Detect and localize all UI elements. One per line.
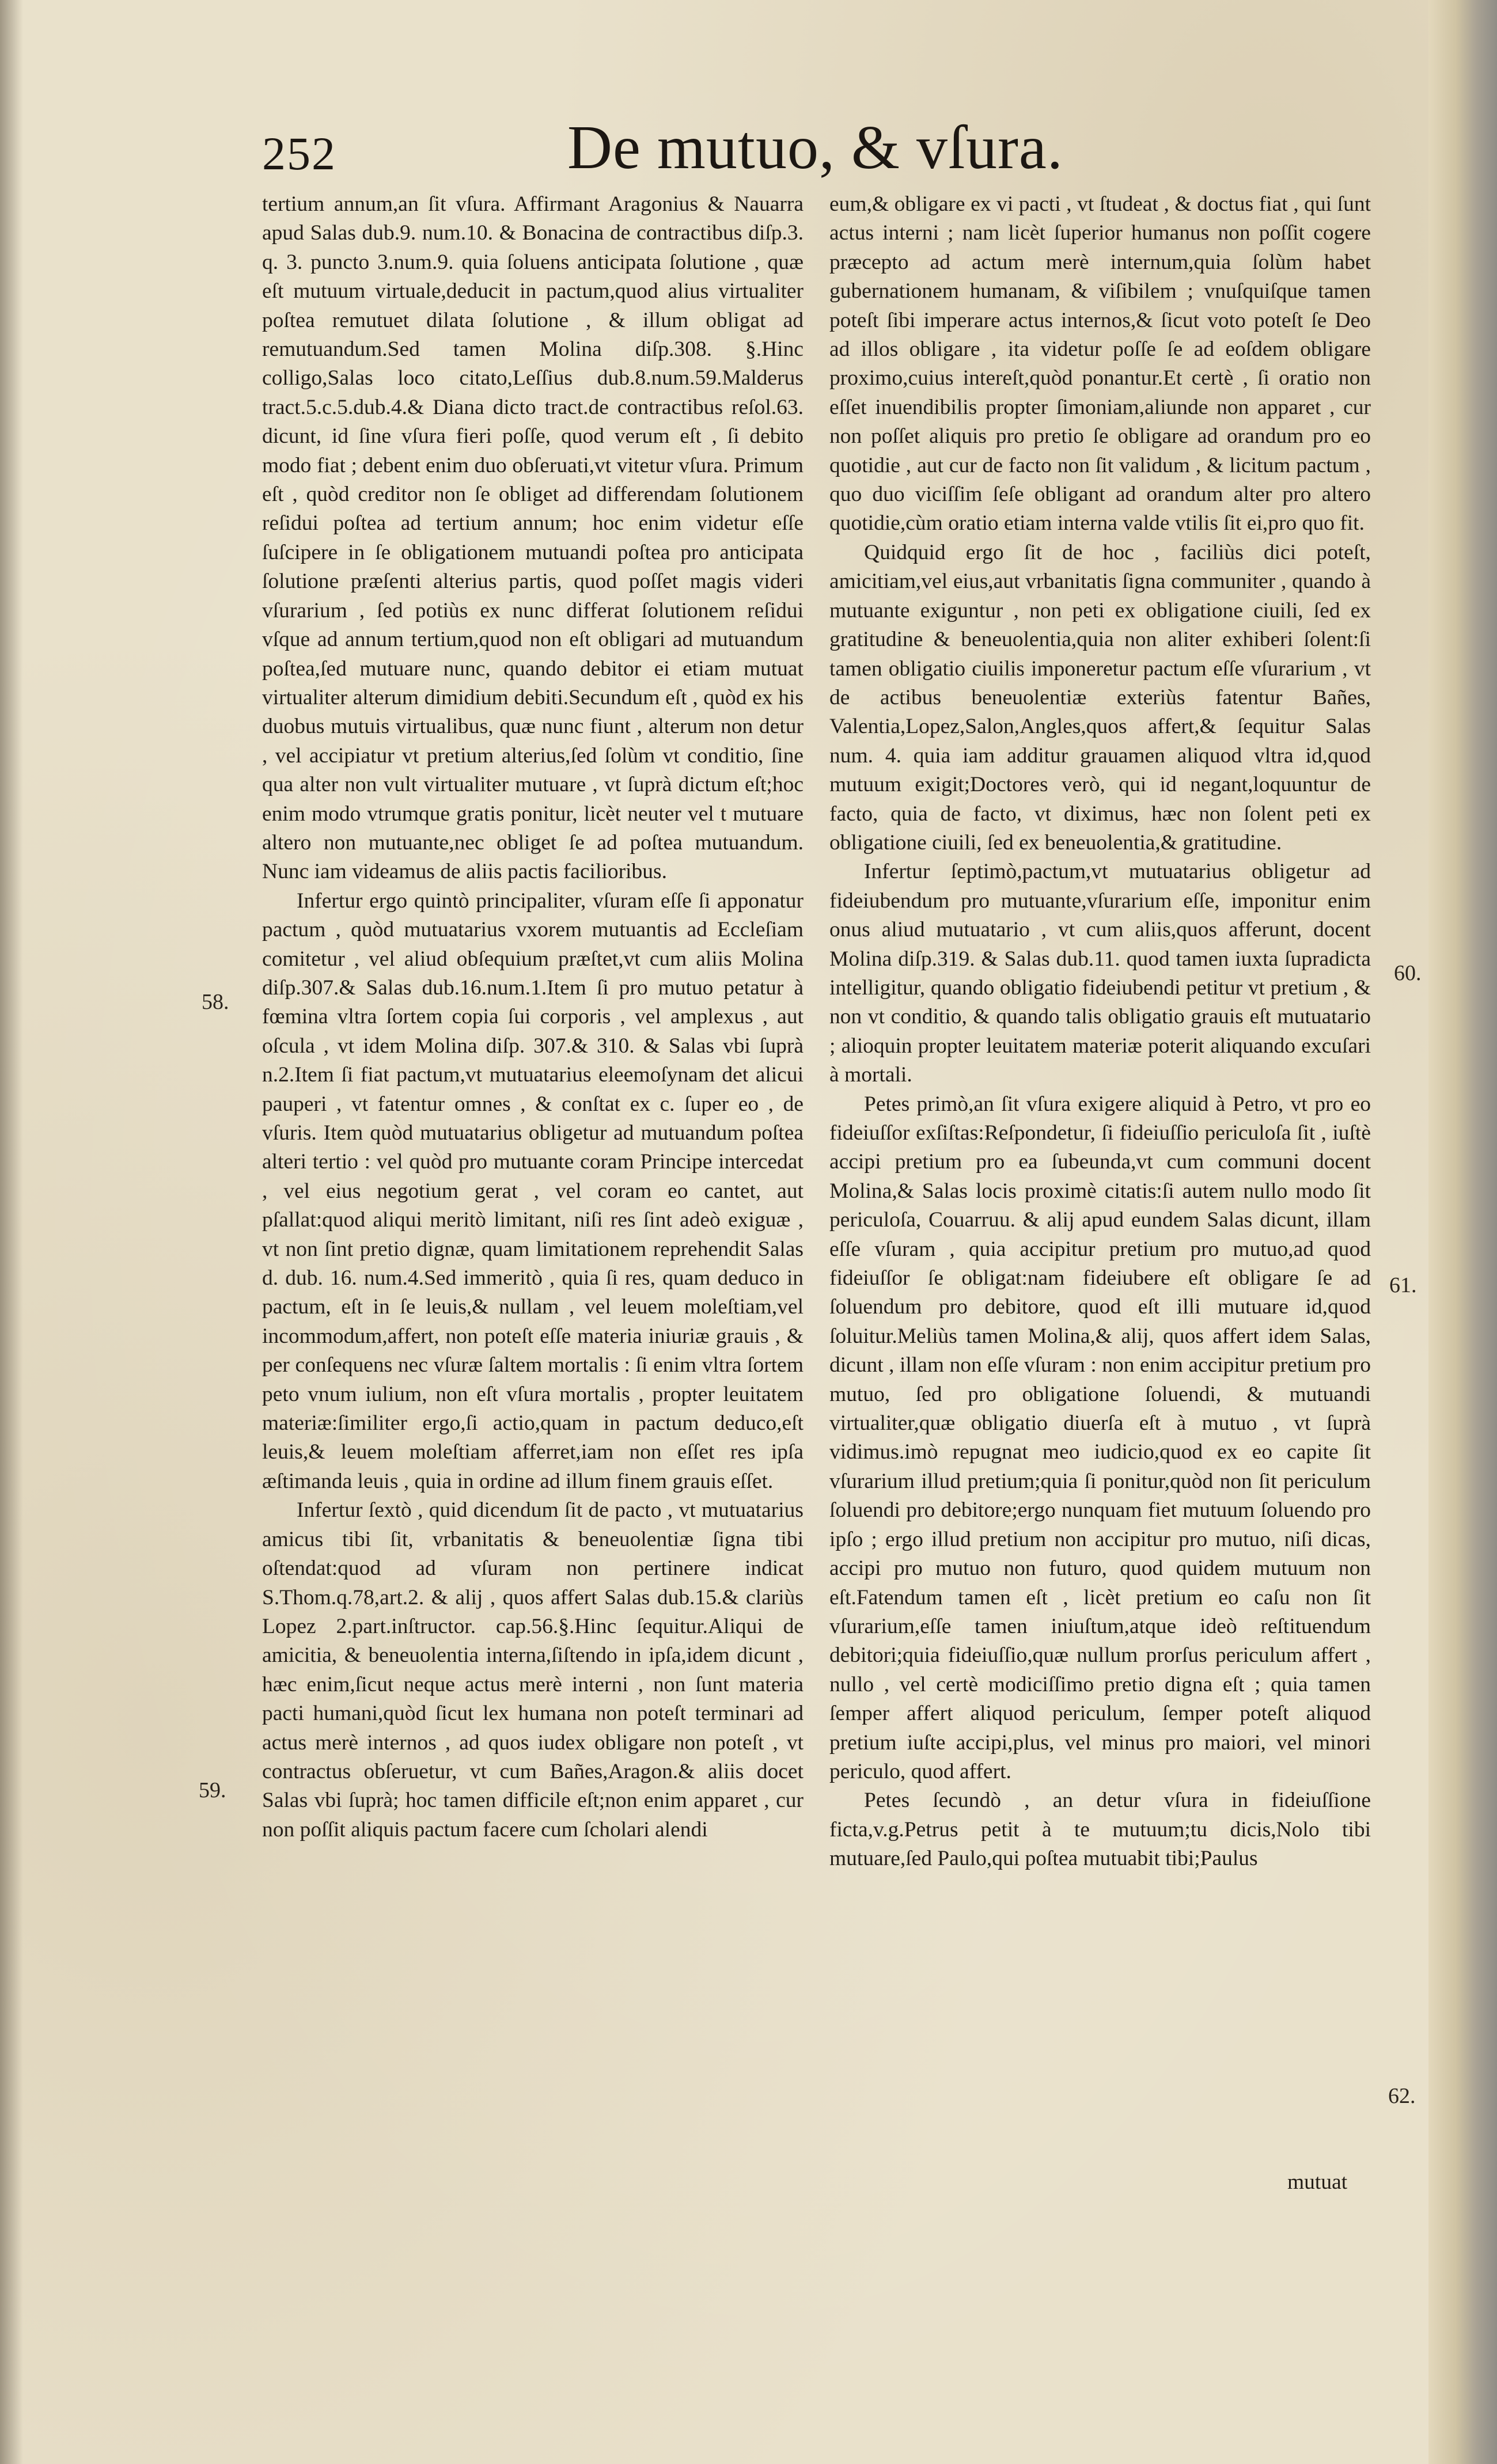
margin-number-59: 59. bbox=[199, 1778, 226, 1802]
left-paragraph-58: Infertur ergo quintò principaliter, vſuram eſſe ſi apponatur pactum , quòd mutuatarius vxorem mutuantis ad Eccleſiam comitetur , vel aliud obſequium præſtet,vt cum aliis Molina diſp.307.& Salas dub.16.num.1.Item ſi pro mutuo petatur à fœmina vltra ſortem copia ſui corporis , vel amplexus , aut oſcula , vt idem Molina diſp. 307.& 310. & Salas vbi ſuprà n.2.Item ſi fiat pactum,vt mutuatarius eleemoſynam det alicui pauperi , vt fatentur omnes , & conſtat ex c. ſuper eo , de vſuris. Item quòd mutuatarius obligetur ad mutuandum poſtea alteri tertio : vel quòd pro mutuante coram Principe intercedat , vel eius negotium gerat , vel coram eo cantet, aut pſallat:quod aliqui meritò limitant, niſi res ſint adeò exiguæ , vt non ſint pretio dignæ, quam limitationem reprehendit Salas d. dub. 16. num.4.Sed immeritò , quia ſi res, quam deduco in pactum, eſt in ſe leuis,& nullam , vel leuem moleſtiam,vel incommodum,affert, non poteſt eſſe materia iniuriæ grauis , & per conſequens nec vſuræ ſaltem mortalis : ſi enim vltra ſortem peto vnum iulium, non eſt vſura mortalis , propter leuitatem materiæ:ſimiliter ergo,ſi actio,quam in pactum deduco,eſt leuis,& leuem moleſtiam afferret,iam non eſſet res ipſa æſtimanda leuis , quia in ordine ad illum finem grauis eſſet. bbox=[262, 889, 804, 1493]
right-paragraph-60: Infertur ſeptimò,pactum,vt mutuatarius obligetur ad fideiubendum pro mutuante,vſurarium eſſe, imponitur enim onus aliud mutuatario , vt cum aliis,quos afferunt, docent Molina diſp.319. & Salas dub.11. quod tamen iuxta ſupradicta intelligitur, quando obligatio fideiubendi petitur vt pretium , & non vt conditio, & quando talis obligatio grauis eſt mutuatario ; alioquin propter leuitatem materiæ poterit aliquando excuſari à mortali. bbox=[829, 860, 1371, 1087]
margin-number-61: 61. bbox=[1389, 1273, 1417, 1297]
right-paragraph-61: Petes primò,an ſit vſura exigere aliquid à Petro, vt pro eo fideiuſſor exſiſtas:Reſpondetur, ſi fideiuſſio periculoſa ſit , iuſtè accipi pretium pro ea ſubeunda,vt cum communi docent Molina,& Salas locis proximè citatis:ſi autem nullo modo ſit periculoſa, Couarruu. & alij apud eundem Salas dicunt, illam eſſe vſuram , quia accipitur pretium pro mutuo,ad quod fideiuſſor ſe obligat:nam fideiubere eſt obligare ſe ad ſoluendum pro debitore, quod eſt illi mutuare id,quod ſoluitur.Meliùs tamen Molina,& alij, quos affert idem Salas, dicunt , illam non eſſe vſuram : non enim accipitur pretium pro mutuo, ſed pro obligatione ſoluendi, & mutuandi virtualiter,quæ obligatio diuerſa eſt à mutuo , vt ſuprà vidimus.imò repugnat meo iudicio,quod ex eo capite ſit vſurarium illud pretium;quia ſi ponitur,quòd non ſit periculum ſoluendi pro debitore;ergo nunquam fiet mutuum ſoluendo pro ipſo ; ergo illud pretium non accipitur pro mutuo, niſi dicas, accipi pro mutuo non futuro, quod quidem mutuum non eſt.Fatendum tamen eſt , licèt pretium eo caſu non ſit vſurarium,eſſe tamen iniuſtum,atque ideò reſtituendum debitori;quia fideiuſſio,quæ nullum prorſus periculum affert , nullo , vel certè modiciſſimo pretio digna eſt ; quia tamen ſemper affert aliquod periculum, ſemper poteſt aliquod pretium iuſte accipi,plus, vel minus pro maiori, vel minori periculo, quod affert. bbox=[829, 1092, 1371, 1783]
left-paragraph-59: Infertur ſextò , quid dicendum ſit de pacto , vt mutuatarius amicus tibi ſit, vrbanitatis & beneuolentiæ ſigna tibi oſtendat:quod ad vſuram non pertinere indicat S.Thom.q.78,art.2. & alij , quos affert Salas dub.15.& clariùs Lopez 2.part.inſtructor. cap.56.§.Hinc ſequitur.Aliqui de amicitia, & beneuolentia interna,ſiſtendo in ipſa,idem dicunt , hæc enim,ſicut neque actus merè interni , non ſunt materia pacti humani,quòd ſicut lex humana non poteſt terminari ad actus merè internos , ad quos iudex obligare non poteſt , vt contractus obſeruetur, vt cum Bañes,Aragon.& aliis docet Salas vbi ſuprà; hoc tamen difficile eſt;non enim apparet , cur non poſſit aliquis pactum facere cum ſcholari alendi bbox=[262, 1498, 804, 1842]
right-paragraph-62: Petes ſecundò , an detur vſura in fideiuſſione ficta,v.g.Petrus petit à te mutuum;tu dicis,Nolo tibi mutuare,ſed Paulo,qui poſtea mutuabit tibi;Paulus bbox=[829, 1789, 1371, 1871]
running-title: De mutuo, & vſura. bbox=[567, 113, 1063, 182]
margin-number-60: 60. bbox=[1394, 961, 1422, 985]
page-edge bbox=[1428, 0, 1497, 2464]
left-paragraph-continuation: tertium annum,an ſit vſura. Affirmant Aragonius & Nauarra apud Salas dub.9. num.10. & Bonacina de contractibus diſp.3. q. 3. puncto 3.num.9. quia ſoluens anticipata ſolutione , quæ eſt mutuum virtuale,deducit in pactum,quod alius virtualiter poſtea remutuet dilata ſolutione , & illum obligat ad remutuandum.Sed tamen Molina diſp.308. §.Hinc colligo,Salas loco citato,Leſſius dub.8.num.59.Malderus tract.5.c.5.dub.4.& Diana dicto tract.de contractibus reſol.63. dicunt, id ſine vſura fieri poſſe, quod verum eſt , ſi debito modo fiat ; debent enim duo obſeruati,vt vitetur vſura. Primum eſt , quòd creditor non ſe obliget ad differendam ſolutionem reſidui poſtea ad tertium annum; hoc enim videtur eſſe ſuſcipere in ſe obligationem mutuandi poſtea pro anticipata ſolutione præſenti alterius partis, quod poſſet magis videri vſurarium , ſed potiùs ex nunc differat ſolutionem reſidui vſque ad annum tertium,quod non eſt obligari ad mutuandum poſtea,ſed mutuare nunc, quando debitor ei etiam mutuat virtualiter alterum dimidium debiti.Secundum eſt , quòd ex his duobus mutuis virtualibus, quæ nunc fiunt , alterum non detur , vel accipiatur vt pretium alterius,ſed ſolùm vt conditio, ſine qua alter non vult virtualiter mutuare , vt ſuprà dictum eſt;hoc enim modo vtrumque gratis ponitur, licèt neuter vel t mutuare altero non mutuante,nec obliget ſe ad poſtea mutuandum. Nunc iam videamus de aliis pactis facilioribus. bbox=[262, 192, 804, 884]
catchword: mutuat bbox=[1287, 2170, 1348, 2194]
margin-number-58: 58. bbox=[202, 990, 229, 1014]
left-column bbox=[262, 190, 804, 1844]
right-paragraph-continuation: eum,& obligare ex vi pacti , vt ſtudeat , & doctus fiat , qui ſunt actus interni ; nam licèt ſuperior humanus non poſſit cogere præcepto ad actum merè internum,quia ſolùm habet gubernationem humanam, & viſibilem ; vnuſquiſque tamen poteſt ſibi imperare actus internos,& ſicut voto poteſt ſe Deo ad illos obligare , ita videtur poſſe ſe ad eoſdem obligare proximo,cuius intereſt,quòd ponantur.Et certè , ſi oratio non eſſet inuendibilis propter ſimoniam,aliunde non apparet , cur non poſſet aliquis pro pretio ſe obligare ad orandum pro eo quotidie , aut cur de facto non ſit validum , & licitum pactum , quo duo viciſſim ſeſe obligant ad orandum alter pro altero quotidie,cùm oratio etiam interna valde vtilis ſit ei,pro quo fit. bbox=[829, 192, 1371, 536]
right-column bbox=[829, 190, 1371, 1874]
page-number: 252 bbox=[262, 127, 336, 180]
margin-number-62: 62. bbox=[1388, 2084, 1416, 2108]
right-paragraph-quidquid: Quidquid ergo ſit de hoc , faciliùs dici poteſt, amicitiam,vel eius,aut vrbanitatis ſigna communiter , quando à mutuante exiguntur , non peti ex obligatione ciuili, ſed ex gratitudine & beneuolentia,quia non aliter exhiberi ſolent:ſi tamen obligatio ciuilis imponeretur pactum eſſe vſurarium , vt de actibus beneuolentiæ exteriùs fatentur Bañes, Valentia,Lopez,Salon,Angles,quos affert,& ſequitur Salas num. 4. quia iam additur grauamen aliquod vltra id,quod mutuum exigit;Doctores verò, qui id negant,loquuntur de facto, quia de facto, vt diximus, hæc non ſolent peti ex obligatione ciuili, ſed ex beneuolentia,& gratitudine. bbox=[829, 540, 1371, 855]
page-header bbox=[262, 112, 1356, 193]
binding-shadow bbox=[0, 0, 23, 2464]
